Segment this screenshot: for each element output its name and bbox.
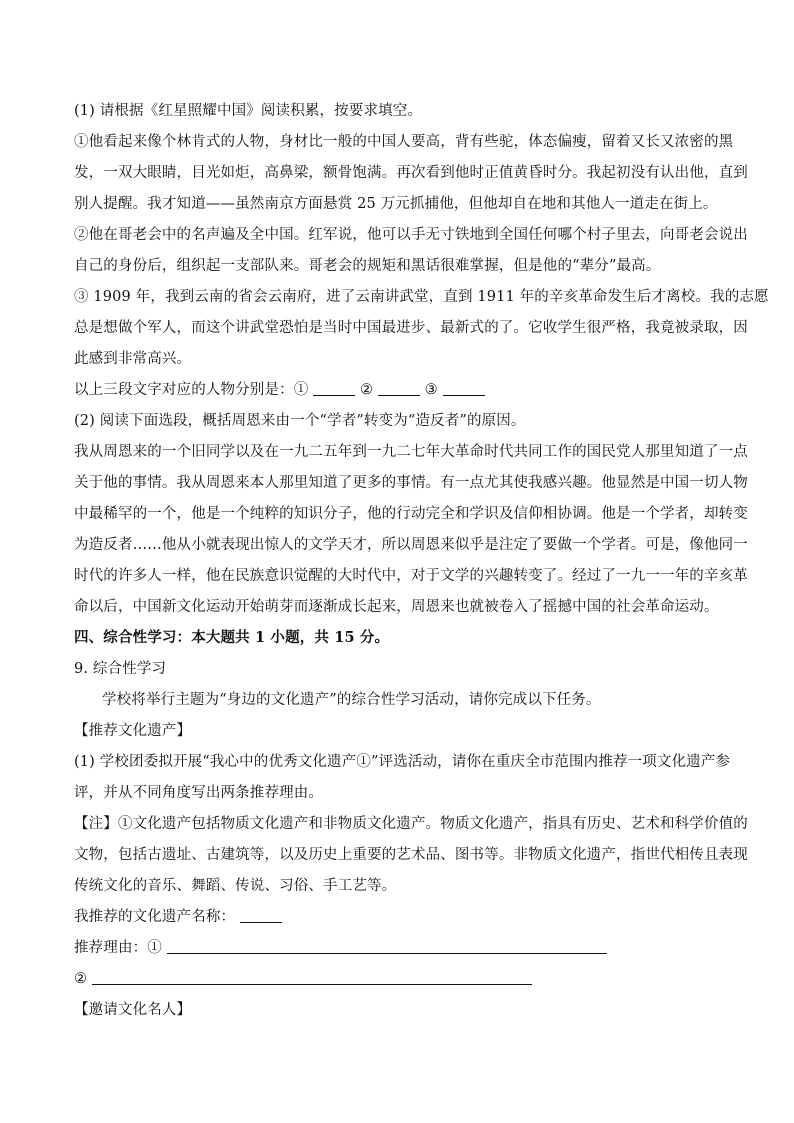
answer-prefix: 以上三段文字对应的人物分别是：① — [74, 382, 309, 398]
passage-3-line: 此感到非常高兴。 — [74, 351, 192, 367]
section-heading: 四、综合性学习：本大题共 1 小题，共 15 分。 — [74, 629, 390, 646]
heritage-name-label: 我推荐的文化遗产名称： — [74, 909, 236, 925]
task-1-line: (1) 学校团委拟开展“我心中的优秀文化遗产①”评选活动，请你在重庆全市范围内推荐一项文化遗产参 — [74, 754, 731, 770]
question-1-title: (1) 请根据《红星照耀中国》阅读积累，按要求填空。 — [74, 103, 423, 119]
reason-2-marker: ② — [74, 971, 88, 987]
activity-intro: 学校将举行主题为“身边的文化遗产”的综合性学习活动，请你完成以下任务。 — [102, 692, 601, 708]
zhou-passage-line: 我从周恩来的一个旧同学以及在一九二五年到一九二七年大革命时代共同工作的国民党人那里知道了一点 — [74, 444, 748, 460]
passage-2-line: ②他在哥老会中的名声遍及全中国。红军说，他可以手无寸铁地到全国任何哪个村子里去，向哥老会说出 — [74, 227, 748, 243]
zhou-passage-line: 关于他的事情。我从周恩来本人那里知道了更多的事情。有一点尤其使我感兴趣。他显然是中国一切人物 — [74, 475, 748, 491]
passage-1-line: 别人提醒。我才知道——虽然南京方面悬赏 25 万元抓捕他，但他却自在地和其他人一道走在街上。 — [74, 196, 718, 212]
passage-1-line: 发，一双大眼睛，目光如炬，高鼻梁，额骨饱满。再次看到他时正值黄昏时分。我起初没有认出他，直到 — [74, 165, 748, 181]
passage-2-line: 自己的身份后，组织起一支部队来。哥老会的规矩和黑话很难掌握，但是他的“辈分”最高。 — [74, 258, 661, 274]
note-line: 【注】①文化遗产包括物质文化遗产和非物质文化遗产。物质文化遗产，指具有历史、艺术和科学价值的 — [74, 816, 748, 832]
task-1-heading: 【推荐文化遗产】 — [74, 723, 192, 739]
zhou-passage-line: 命以后，中国新文化运动开始萌芽而逐渐成长起来，周恩来也就被卷入了摇撼中国的社会革命运动。 — [74, 599, 719, 615]
passage-3-line: ③ 1909 年，我到云南的省会云南府，进了云南讲武堂，直到 1911 年的辛亥革命发生后才离校。我的志愿 — [74, 289, 769, 305]
heritage-name-row — [74, 907, 282, 927]
reason-1-blank[interactable] — [167, 939, 607, 954]
zhou-passage-line: 时代的许多人一样，他在民族意识觉醒的大时代中，对于文学的兴趣转变了。经过了一九一一年的辛亥革 — [74, 568, 748, 584]
answer-marker-2: ② — [359, 382, 374, 398]
question-2-title: (2) 阅读下面选段，概括周恩来由一个“学者”转变为“造反者”的原因。 — [74, 413, 526, 429]
note-line: 文物，包括古遗址、古建筑等，以及历史上重要的艺术品、图书等。非物质文化遗产，指世代相传且表现 — [74, 847, 748, 863]
answer-marker-3: ③ — [424, 382, 438, 398]
reason-2-blank[interactable] — [92, 970, 532, 985]
answer-blank-1[interactable] — [313, 381, 355, 396]
task-1-line: 评，并从不同角度写出两条推荐理由。 — [74, 785, 324, 801]
reason-row-2 — [74, 969, 532, 989]
reason-row-1 — [74, 938, 607, 958]
reason-label: 推荐理由：① — [74, 940, 162, 956]
passage-3-line: 总是想做个军人，而这个讲武堂恐怕是当时中国最进步、最新式的了。它收学生很严格，我竟被录取，因 — [74, 320, 748, 336]
answer-line — [74, 380, 485, 400]
answer-blank-3[interactable] — [443, 381, 485, 396]
passage-1-line: ①他看起来像个林肯式的人物，身材比一般的中国人要高，背有些驼，体态偏瘦，留着又长又浓密的黑 — [74, 134, 734, 150]
heritage-name-blank[interactable] — [240, 908, 282, 923]
zhou-passage-line: 为造反者……他从小就表现出惊人的文学天才，所以周恩来似乎是注定了要做一个学者。可是，像他同一 — [74, 537, 748, 553]
question-9-title: 9. 综合性学习 — [74, 661, 167, 677]
zhou-passage-line: 中最稀罕的一个，他是一个纯粹的知识分子，他的行动完全和学识及信仰相协调。他是一个学者，却转变 — [74, 506, 748, 522]
task-2-heading: 【邀请文化名人】 — [74, 1002, 192, 1018]
note-line: 传统文化的音乐、舞蹈、传说、习俗、手工艺等。 — [74, 878, 397, 894]
answer-blank-2[interactable] — [378, 381, 420, 396]
